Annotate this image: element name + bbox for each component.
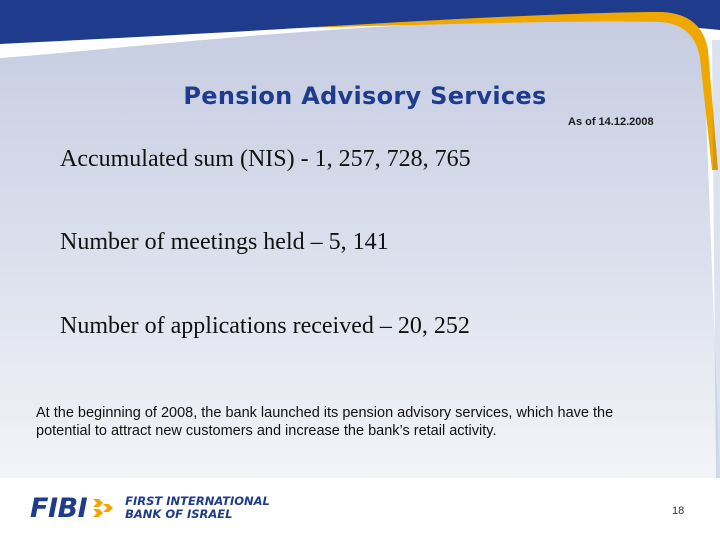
summary-note: At the beginning of 2008, the bank launched its pension advisory services, which have the potential to attract new customers and increase the bank’s retail activity. — [36, 405, 614, 439]
logo-line-2: BANK OF ISRAEL — [125, 507, 233, 521]
logo-name — [125, 495, 270, 521]
logo-wordmark: FIBI — [30, 492, 88, 524]
logo-symbol-icon — [91, 496, 117, 520]
stat-applications-received: Number of applications received – 20, 252 — [60, 313, 470, 339]
logo-line-1: FIRST INTERNATIONAL — [125, 494, 270, 508]
page-number: 18 — [672, 505, 685, 517]
slide-title: Pension Advisory Services — [183, 82, 547, 110]
bank-logo — [30, 488, 270, 528]
stat-accumulated-sum: Accumulated sum (NIS) - 1, 257, 728, 765 — [60, 146, 471, 172]
as-of-date: As of 14.12.2008 — [568, 116, 654, 128]
stat-meetings-held: Number of meetings held – 5, 141 — [60, 229, 389, 255]
